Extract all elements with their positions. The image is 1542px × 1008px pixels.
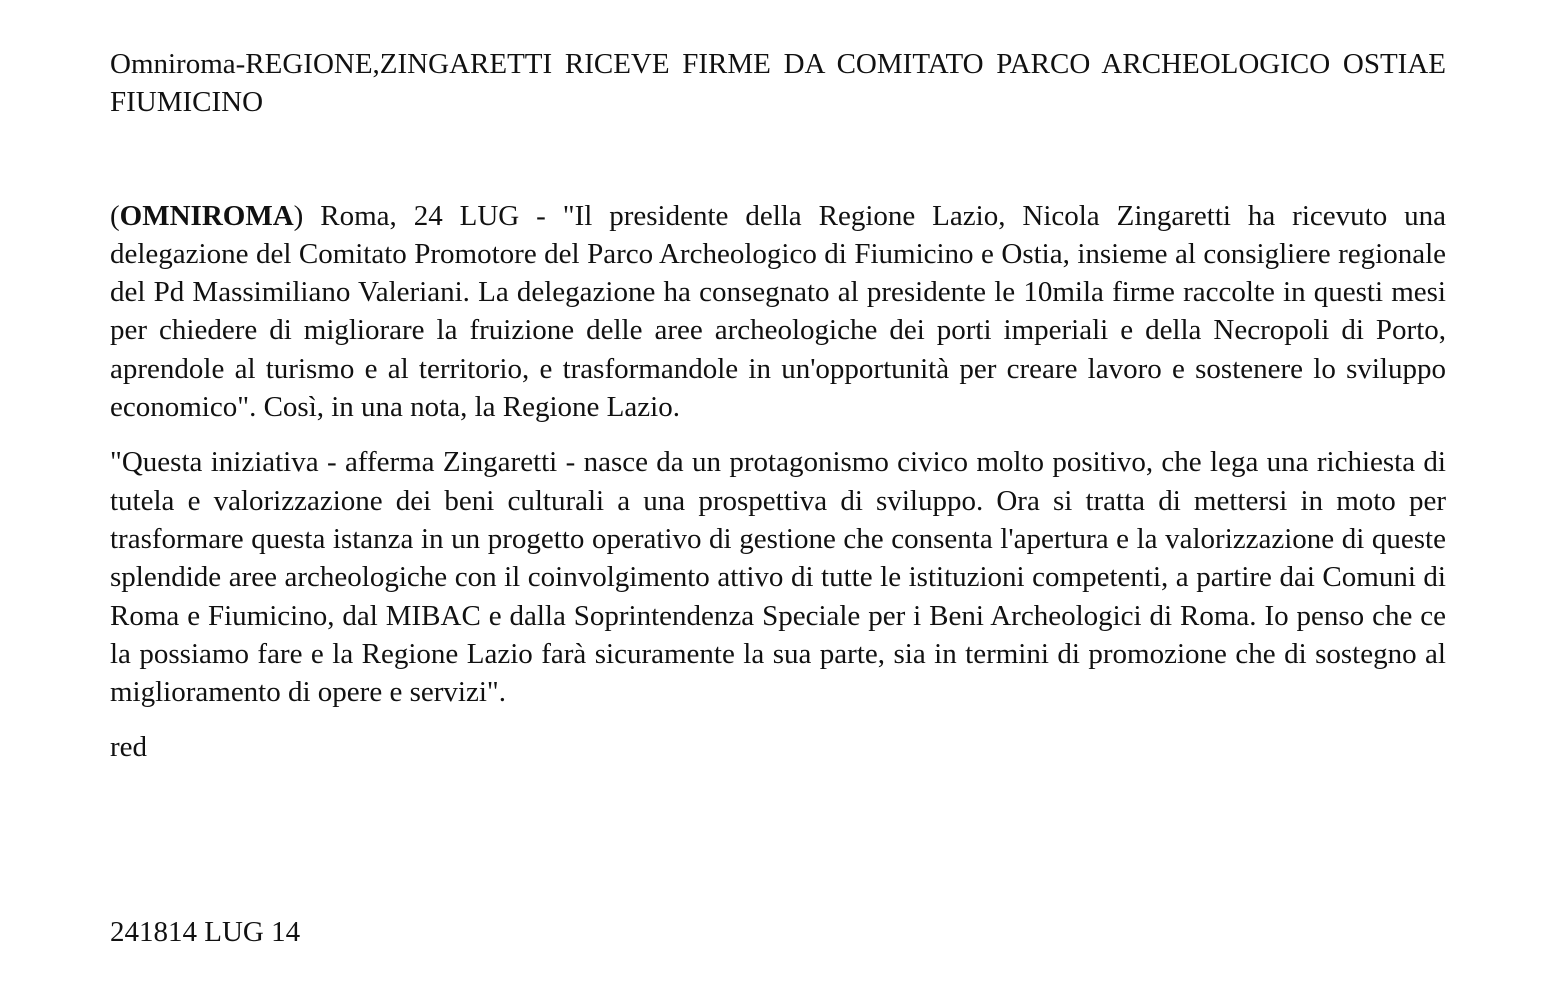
open-paren: ( bbox=[110, 199, 120, 232]
headline-spacer bbox=[110, 122, 1446, 197]
article-paragraph-2: "Questa iniziativa - afferma Zingaretti - nasce da un protagonismo civico molto positivo, che lega una richiesta di tutela e valorizzazione dei beni culturali a una prospettiva di sviluppo. Ora si tratta di mettersi in moto per trasformare questa istanza in un progetto operativo di gestione che consenta l'apertura e la valorizzazione di queste splendide aree archeologiche con il coinvolgimento attivo di tutte le istituzioni competenti, a partire dai Comuni di Roma e Fiumicino, dal MIBAC e dalla Soprintendenza Speciale per i Beni Archeologici di Roma. Io penso che ce la possiamo fare e la Regione Lazio farà sicuramente la sua parte, sia in termini di promozione che di sostegno al miglioramento di opere e servizi". bbox=[110, 446, 1446, 709]
agency-name: OMNIROMA bbox=[119, 199, 294, 232]
article-dateline: 241814 LUG 14 bbox=[110, 916, 301, 948]
article-headline: Omniroma-REGIONE,ZINGARETTI RICEVE FIRME DA COMITATO PARCO ARCHEOLOGICO OSTIAE FIUMICINO bbox=[110, 48, 1446, 119]
news-article bbox=[110, 45, 1446, 767]
article-paragraph-1 bbox=[110, 197, 1446, 427]
article-signoff: red bbox=[110, 731, 148, 764]
paragraph-1-text: ) Roma, 24 LUG - "Il presidente della Regione Lazio, Nicola Zingaretti ha ricevuto una delegazione del Comitato Promotore del Parco Archeologico di Fiumicino e Ostia, insieme al consigliere regionale del Pd Massimiliano Valeriani. La delegazione ha consegnato al presidente le 10mila firme raccolte in questi mesi per chiedere di migliorare la fruizione delle aree archeologiche dei porti imperiali e della Necropoli di Porto, aprendole al turismo e al territorio, e trasformandole in un'opportunità per creare lavoro e sostenere lo sviluppo economico". Così, in una nota, la Regione Lazio. bbox=[110, 199, 1446, 424]
